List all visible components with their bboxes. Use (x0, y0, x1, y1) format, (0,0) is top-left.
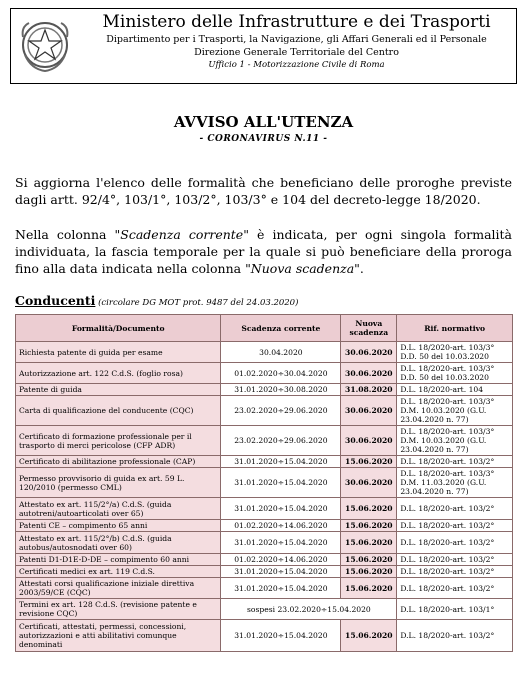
cell-new-deadline: 15.06.2020 (341, 520, 397, 532)
section-note: (circolare DG MOT prot. 9487 del 24.03.2020) (95, 298, 299, 308)
table-row (16, 532, 513, 554)
cell-document: Attestati corsi qualificazione iniziale direttiva 2003/59/CE (CQC) (16, 578, 221, 599)
table-row (16, 468, 513, 498)
explanation-paragraph (15, 226, 512, 277)
directorate-line: Direzione Generale Territoriale del Centro (194, 47, 399, 58)
para-text: . (359, 261, 364, 276)
cell-current-deadline: 31.01.2020÷15.04.2020 (221, 498, 341, 520)
cell-document: Patenti CE – compimento 65 anni (16, 520, 221, 532)
cell-document: Certificati, attestati, permessi, concessioni, autorizzazioni e atti abilitativi comunque denominati (16, 620, 221, 652)
cell-current-deadline: 23.02.2020÷29.06.2020 (221, 396, 341, 426)
cell-new-deadline: 15.06.2020 (341, 620, 397, 652)
table-row (16, 498, 513, 520)
table-header-row (16, 315, 513, 342)
cell-new-deadline: 30.06.2020 (341, 426, 397, 456)
cell-document: Certificati medici ex art. 119 C.d.S. (16, 566, 221, 578)
table-row (16, 363, 513, 384)
table-row (16, 426, 513, 456)
cell-legal-reference: D.L. 18/2020-art. 103/2° (397, 620, 513, 652)
cell-document: Richiesta patente di guida per esame (16, 342, 221, 363)
office-line: Ufficio 1 - Motorizzazione Civile di Roma (208, 60, 385, 70)
cell-legal-reference: D.L. 18/2020-art. 103/2° (397, 456, 513, 468)
col-header-document: Formalità/Documento (16, 315, 221, 342)
cell-document: Patente di guida (16, 384, 221, 396)
table-row (16, 396, 513, 426)
cell-current-deadline: 31.01.2020÷15.04.2020 (221, 456, 341, 468)
intro-paragraph: Si aggiorna l'elenco delle formalità che beneficiano delle proroghe previste dagli artt. 92/4°, 103/1°, 103/2°, 103/3° e 104 del decreto-legge 18/2020. (15, 175, 512, 207)
cell-document: Termini ex art. 128 C.d.S. (revisione patente e revisione CQC) (16, 599, 221, 620)
cell-document: Carta di qualificazione del conducente (CQC) (16, 396, 221, 426)
cell-current-deadline: 01.02.2020÷14.06.2020 (221, 554, 341, 566)
cell-document: Attestato ex art. 115/2°/a) C.d.S. (guida autotreni/autoarticolati over 65) (16, 498, 221, 520)
cell-document: Autorizzazione art. 122 C.d.S. (foglio rosa) (16, 363, 221, 384)
cell-new-deadline: 15.06.2020 (341, 578, 397, 599)
table-row (16, 578, 513, 599)
deadlines-table (15, 314, 513, 652)
table-row (16, 342, 513, 363)
cell-current-deadline: 31.01.2020÷15.04.2020 (221, 566, 341, 578)
para-text: è indicata, per ogni singola formalità individuata, la fascia temporale per la quale si può beneficiare della proroga fino alla data indicata nella colonna (15, 227, 512, 276)
cell-document: Permesso provvisorio di guida ex art. 59 L. 120/2010 (permesso CML) (16, 468, 221, 498)
cell-new-deadline: 15.06.2020 (341, 554, 397, 566)
notice-subtitle: - CORONAVIRUS N.11 - (199, 134, 328, 144)
cell-new-deadline: 30.06.2020 (341, 468, 397, 498)
cell-legal-reference: D.L. 18/2020-art. 103/2° (397, 578, 513, 599)
cell-current-deadline: 23.02.2020÷29.06.2020 (221, 426, 341, 456)
para-quote: "Nuova scadenza" (245, 261, 360, 276)
cell-current-deadline: 31.01.2020÷15.04.2020 (221, 620, 341, 652)
cell-legal-reference: D.L. 18/2020-art. 103/3° D.D. 50 del 10.03.2020 (397, 363, 513, 384)
cell-document: Certificato di formazione professionale per il trasporto di merci pericolose (CFP ADR) (16, 426, 221, 456)
cell-current-deadline: 01.02.2020÷14.06.2020 (221, 520, 341, 532)
cell-new-deadline: 15.06.2020 (341, 456, 397, 468)
cell-new-deadline: 15.06.2020 (341, 566, 397, 578)
cell-current-deadline: 31.01.2020÷15.04.2020 (221, 578, 341, 599)
cell-legal-reference: D.L. 18/2020-art. 103/1° (397, 599, 513, 620)
cell-legal-reference: D.L. 18/2020-art. 104 (397, 384, 513, 396)
cell-legal-reference: D.L. 18/2020-art. 103/2° (397, 520, 513, 532)
table-row (16, 456, 513, 468)
cell-current-deadline: 01.02.2020÷30.04.2020 (221, 363, 341, 384)
table-row (16, 520, 513, 532)
cell-current-deadline: 31.01.2020÷15.04.2020 (221, 468, 341, 498)
cell-new-deadline: 30.06.2020 (341, 396, 397, 426)
para-quote: "Scadenza corrente" (114, 227, 249, 242)
para-text: Nella colonna (15, 227, 115, 242)
col-header-new-deadline: Nuova scadenza (341, 315, 397, 342)
cell-current-deadline: 30.04.2020 (221, 342, 341, 363)
notice-title: AVVISO ALL'UTENZA (173, 113, 354, 131)
table-row (16, 566, 513, 578)
cell-suspension: sospesi 23.02.2020÷15.04.2020 (221, 599, 397, 620)
cell-legal-reference: D.L. 18/2020-art. 103/2° (397, 554, 513, 566)
republic-emblem-icon (17, 15, 73, 75)
ministry-title: Ministero delle Infrastrutture e dei Trasporti (102, 12, 491, 32)
cell-new-deadline: 31.08.2020 (341, 384, 397, 396)
cell-new-deadline: 15.06.2020 (341, 498, 397, 520)
table-row (16, 384, 513, 396)
department-line: Dipartimento per i Trasporti, la Navigazione, gli Affari Generali ed il Personale (106, 34, 487, 45)
table-row (16, 554, 513, 566)
table-row (16, 620, 513, 652)
cell-document: Attestato ex art. 115/2°/b) C.d.S. (guida autobus/autosnodati over 60) (16, 532, 221, 554)
cell-legal-reference: D.L. 18/2020-art. 103/2° (397, 498, 513, 520)
cell-current-deadline: 31.01.2020÷15.04.2020 (221, 532, 341, 554)
col-header-current-deadline: Scadenza corrente (221, 315, 341, 342)
cell-legal-reference: D.L. 18/2020-art. 103/3° D.M. 10.03.2020 (G.U. 23.04.2020 n. 77) (397, 426, 513, 456)
cell-document: Patenti D1-D1E-D-DE – compimento 60 anni (16, 554, 221, 566)
cell-legal-reference: D.L. 18/2020-art. 103/3° D.M. 10.03.2020 (G.U. 23.04.2020 n. 77) (397, 396, 513, 426)
letterhead (10, 8, 517, 84)
cell-legal-reference: D.L. 18/2020-art. 103/3° D.M. 11.03.2020 (G.U. 23.04.2020 n. 77) (397, 468, 513, 498)
cell-legal-reference: D.L. 18/2020-art. 103/2° (397, 532, 513, 554)
table-row (16, 599, 513, 620)
cell-legal-reference: D.L. 18/2020-art. 103/3° D.D. 50 del 10.03.2020 (397, 342, 513, 363)
cell-legal-reference: D.L. 18/2020-art. 103/2° (397, 566, 513, 578)
cell-new-deadline: 30.06.2020 (341, 342, 397, 363)
col-header-legal-reference: Rif. normativo (397, 315, 513, 342)
cell-new-deadline: 30.06.2020 (341, 363, 397, 384)
section-label: Conducenti (15, 293, 96, 308)
cell-new-deadline: 15.06.2020 (341, 532, 397, 554)
cell-current-deadline: 31.01.2020÷30.08.2020 (221, 384, 341, 396)
cell-document: Certificato di abilitazione professionale (CAP) (16, 456, 221, 468)
section-heading (15, 293, 298, 308)
